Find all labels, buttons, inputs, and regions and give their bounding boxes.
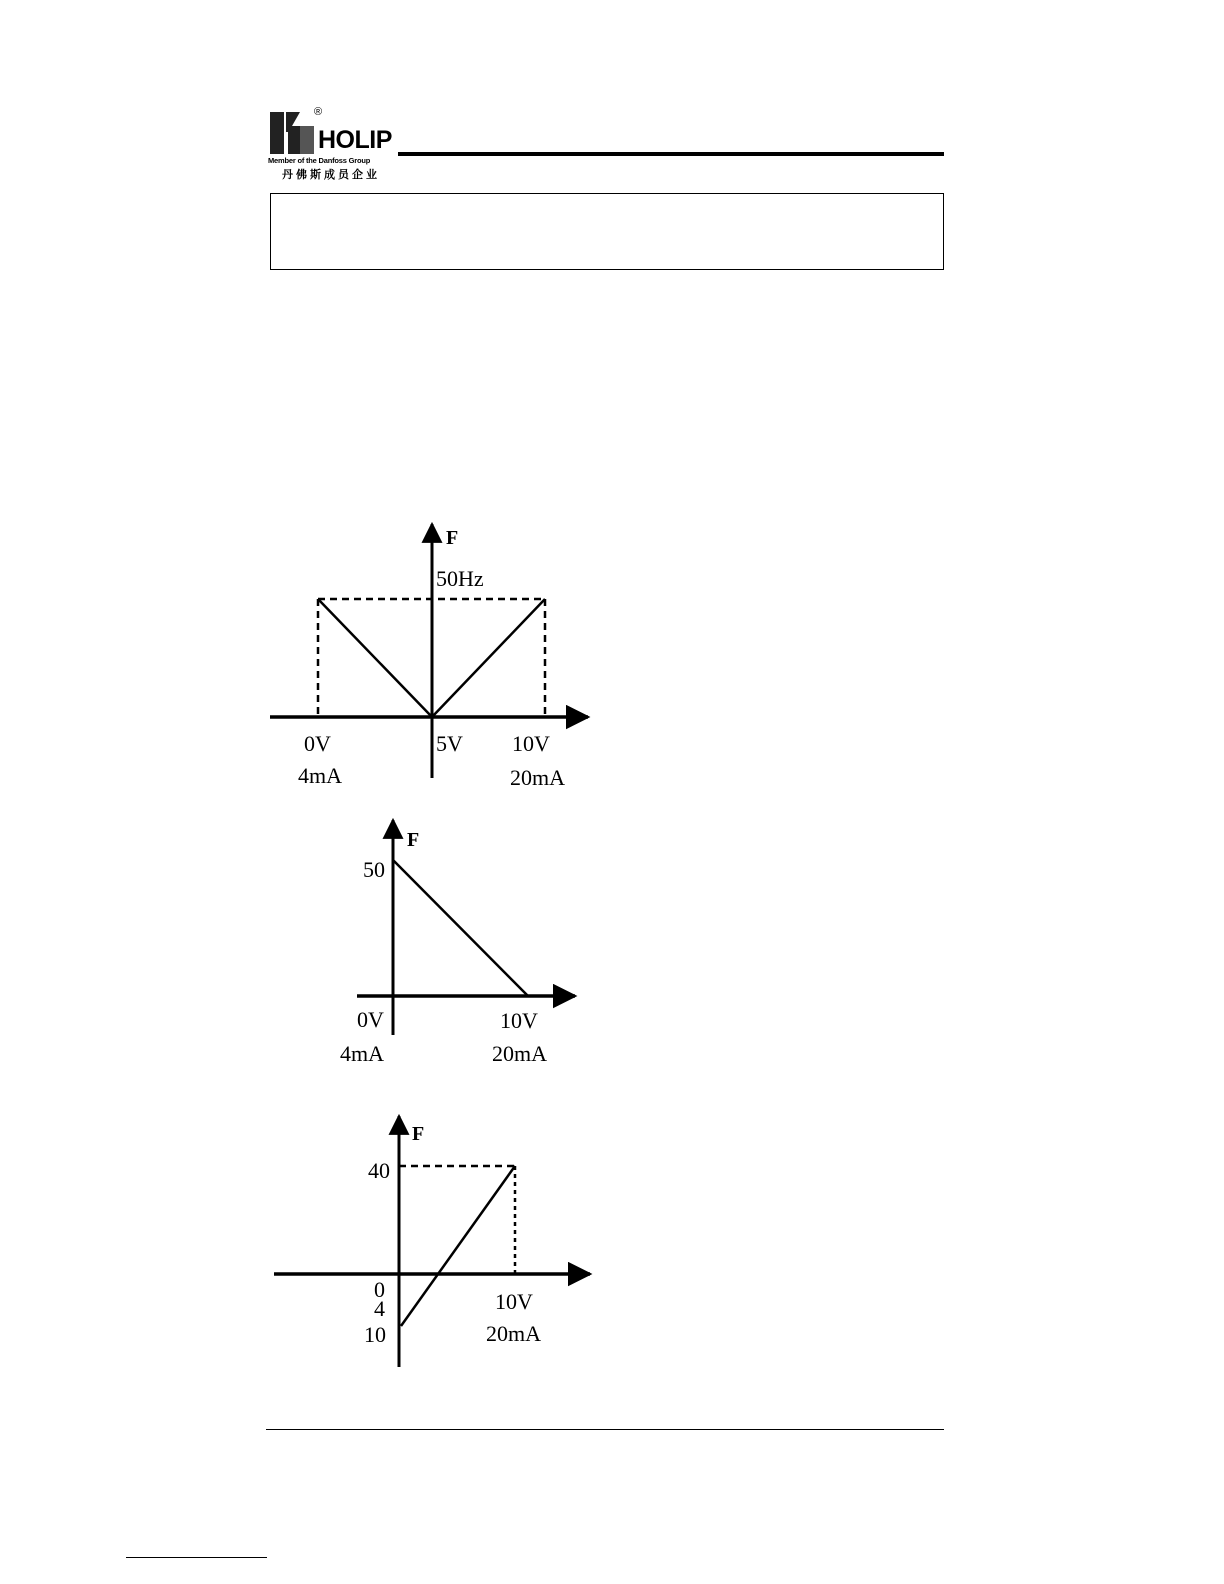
chart-1-x-tick-10v: 10V bbox=[512, 731, 550, 756]
chart-2-series bbox=[393, 860, 528, 996]
logo-chinese-tagline: 丹佛斯成员企业 bbox=[282, 168, 380, 181]
chart-3-x-tick-10v: 10V bbox=[495, 1289, 533, 1314]
chart-1-x-tick-4ma: 4mA bbox=[298, 763, 342, 788]
chart-1-series-right bbox=[432, 599, 545, 717]
logo-tagline: Member of the Danfoss Group bbox=[268, 156, 371, 165]
chart-2-x-tick-10v: 10V bbox=[500, 1008, 538, 1033]
chart-2-x-tick-4ma: 4mA bbox=[340, 1041, 384, 1066]
chart-2-x-tick-20ma: 20mA bbox=[492, 1041, 547, 1066]
chart-2 bbox=[340, 820, 575, 1066]
footer-rule bbox=[266, 1429, 944, 1430]
chart-1-x-tick-20ma: 20mA bbox=[510, 765, 565, 790]
logo-brand-text: HOLIP bbox=[318, 126, 392, 154]
chart-1-x-tick-0v: 0V bbox=[304, 731, 331, 756]
bottom-link-underline bbox=[126, 1557, 267, 1558]
chart-1-series-left bbox=[318, 599, 432, 717]
chart-1 bbox=[270, 524, 588, 790]
chart-2-x-tick-0v: 0V bbox=[357, 1007, 384, 1032]
chart-3-y-tick-40: 40 bbox=[368, 1158, 390, 1183]
chart-3-y-tick-10: 10 bbox=[364, 1322, 386, 1347]
chart-1-x-tick-5v: 5V bbox=[436, 731, 463, 756]
registered-mark: ® bbox=[314, 106, 323, 118]
chart-1-y-label: F bbox=[446, 527, 459, 549]
chart-2-y-tick-50: 50 bbox=[363, 857, 385, 882]
chart-3-y-tick-4: 4 bbox=[374, 1296, 385, 1321]
chart-3 bbox=[274, 1116, 590, 1367]
chart-3-x-tick-20ma: 20mA bbox=[486, 1321, 541, 1346]
chart-1-y-max-label: 50Hz bbox=[436, 566, 484, 591]
chart-2-y-label: F bbox=[407, 829, 420, 851]
chart-3-y-label: F bbox=[412, 1123, 425, 1145]
chart-3-y-tick-0: 0 bbox=[374, 1277, 385, 1302]
